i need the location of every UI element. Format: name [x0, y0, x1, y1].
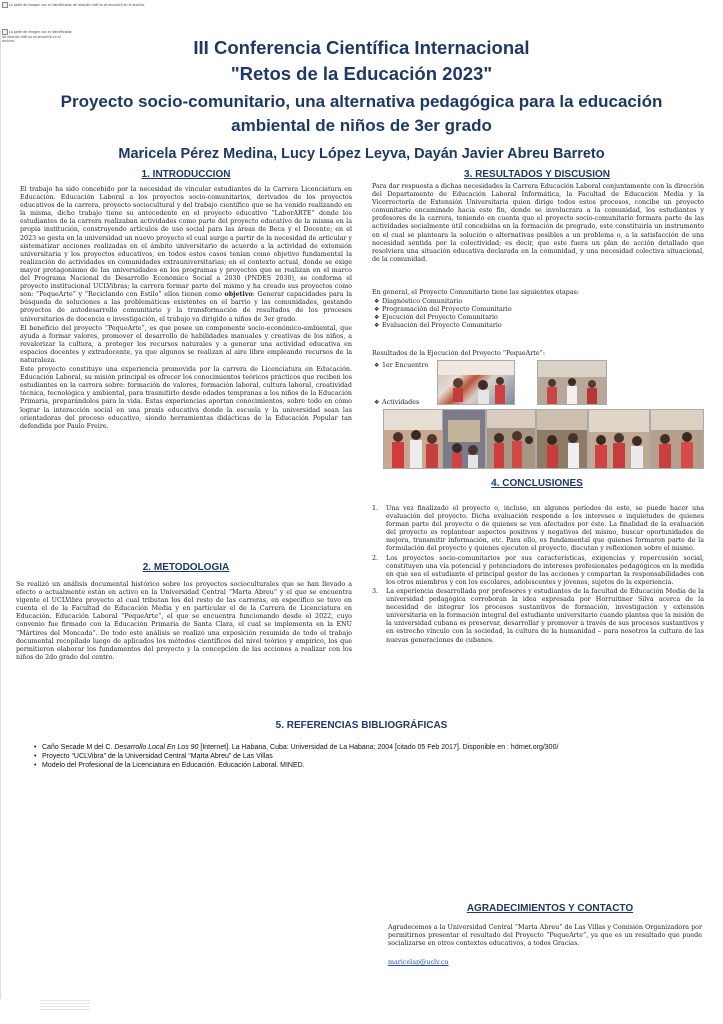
photo-actividad-6-image: [651, 410, 703, 468]
photo-encuentro-2-image: [538, 361, 606, 404]
encuentro-item: ❖ 1er Encuentro: [374, 362, 429, 369]
diamond-bullet-icon: ❖: [374, 362, 380, 369]
title-line-2: "Retos de la Educación 2023": [230, 63, 493, 84]
photo-actividad-6: [650, 409, 704, 469]
broken-image-top: [2, 2, 202, 8]
list-item: ❖ Programación del Proyecto Comunitario: [374, 306, 512, 314]
diamond-bullet-icon: ❖: [374, 298, 380, 305]
photo-actividad-4: [536, 409, 588, 469]
photo-actividad-4-image: [537, 410, 587, 468]
diamond-bullet-icon: ❖: [374, 322, 380, 330]
photo-encuentro-1-image: [438, 361, 514, 404]
conclusiones-list: [372, 505, 704, 646]
list-item: ❖ Diagnóstico Comunitario: [374, 298, 463, 305]
conclusiones-heading: 4. CONCLUSIONES: [491, 478, 583, 489]
list-item: • Proyecto “UCLVibra” de la Universidad Central “Marta Abreu” de Las Villas: [14, 752, 714, 761]
left-frame-line: [0, 29, 1, 999]
resultados-intro: Resultados de la Ejecución del Proyecto “PequeArte”:: [372, 350, 545, 357]
diamond-bullet-icon: ❖: [374, 399, 380, 406]
photo-actividad-1: [383, 409, 443, 469]
introduccion-heading: 1. INTRODUCCION: [141, 169, 231, 180]
list-item: 3. La experiencia desarrollada por profesores y estudiantes de la facultad de Educación Media de la universidad pedagógica corroboran la idea expresada por Horruitiner Silva acerca de la necesidad de integrar los procesos sustantivos de formación, investigación y extensión universitaria en la formación integral del estudiante universitario cuando plantea que la misión de la universidad cubana es preservar, desarrollar y promover a través de sus procesos sustantivos y en estrecho vínculo con la sociedad, la cultura de la humanidad – para nosotros la cultura de las nuevas generaciones de cubanos.: [372, 587, 704, 644]
photo-actividad-2-image: [443, 410, 485, 468]
photo-actividad-5: [588, 409, 650, 469]
photo-actividad-1-image: [384, 410, 442, 468]
actividades-item: ❖ Actividades: [374, 399, 420, 406]
photo-actividad-3-image: [487, 410, 535, 468]
list-item: 2. Los proyectos socio-comunitarios por sus características, exigencias y repercusión social, constituyen una vía potencial y potenciadora de intereses profesionales pedagógicos en la medida en que sea el estudiante el principal gestor de las acciones y compartan la responsabilidades con los otros miembros y con los escolares, adolescentes y jóvenes, sujetos de la experiencia.: [372, 554, 704, 586]
broken-image-icon: [2, 2, 8, 8]
broken-image-text: La parte de imagen con el identificador de relación rId6 no se encontró en el archivo.: [2, 30, 72, 43]
metodologia-heading: 2. METODOLOGIA: [142, 562, 230, 573]
introduccion-paragraph-3: Este proyecto constituye una experiencia promovida por la carrera de Licenciatura en Educación. Educación Laboral, su misión principal es ofrecer los conocimientos teóricos prácticos que reciben los estudiantes en la carrera sobre: formación de valores, formación laboral, cultura laboral, creatividad técnica, tecnológica y ambiental, para trasmitirlo desde edades tempranas a los niños de la Educación Primaria, preparándolos para la vida. Estas experiencias aportan conocimientos, sobre todo en cómo lograr la interacción social en una praxis educativa donde la escuela y la universidad sean las orientadoras del proceso educativo, siendo herramientas didácticas de la Educación Popular tan defendida por Paulo Freire.: [20, 366, 352, 430]
title-line-1: III Conferencia Científica Internacional: [193, 37, 530, 58]
list-item: ❖ Evaluación del Proyecto Comunitario: [374, 322, 502, 330]
contact-email[interactable]: [388, 959, 449, 967]
resultados-heading: 3. RESULTADOS Y DISCUSION: [464, 169, 610, 180]
resultados-paragraph: Para dar respuesta a dichas necesidades la Carrera Educación Laboral conjuntamente con la dirección del Departamento de Educación Laboral Informática, la Facultad de Educación Media y la Vicerrectoría de Extensión Universitaria quien dirige todos estos procesos, concibe un proyecto comunitario encaminado hacia este fin, donde se involucrara a la comunidad, los estudiantes y profesores de la carrera, teniendo en cuenta que el proyecto socio-comunitario formara parte de las actividades socialmente útil concebidas en la formación de pregrado, este constituiría un instrumento en el cual se planteara la solución o alternativas posibles a un problema o, a la satisfacción de una necesidad sentida por la colectividad; es decir, que este fuera un plan de acción detallado que resolviera una situación educativa declarada en la comunidad, y una necesidad colectiva situacional, de la comunidad.: [372, 183, 704, 263]
introduccion-body: [20, 186, 352, 432]
list-item: ❖ Ejecución del Proyecto Comunitario: [374, 314, 498, 322]
agradecimientos-text: Agradecemos a la Universidad Central “Marta Abreu” de Las Villas y Comisión Organizadora por permitirnos presentar el resultado del Proyecto “PequeArte”, ya que es un resultado que puede socializarse en otros contextos educativos, a todos Gracias.: [388, 924, 702, 948]
authors: Maricela Pérez Medina, Lucy López Leyva, Dayán Javier Abreu Barreto: [118, 146, 605, 162]
introduccion-paragraph-1: El trabajo ha sido concebido por la necesidad de vincular estudiantes de la Carrera Licenciatura en Educación. Educación Laboral a los proyectos socio-comunitarios, derivados de los proyectos educativos de la carrera, proyecto sociocultural y del trabajo científico que se ha venido realizando en la misma, dicho trabajo tiene su antecedente en el proyecto educativo “LaborARTE” donde los estudiantes de la carrera realizaban actividades como parte del proyecto educativo de la misma en la propia institución, construyendo artículos de uso social para las áreas de Beca y el Docente; en el 2023 se gesta en la universidad un nuevo proyecto el cual surge a partir de la necesidad de articular y sistematizar acciones realizadas en el ámbito universitario de acuerdo a la actividad de extensión universitaria y los proyectos educativos, en todos estos casos tenían como objetivo fundamental la realización de actividades en comunidades extrauniversitarias; en el contexto actual, donde se exige mayor protagonismo de las universidades en los programas y proyectos que se realizan en el marco del Programa Nacional de Desarrollo Económico Social a 2030 (PNDES 2030), se conforma el proyecto institucional UCLVibras; la carrera formar parte del mismo y ha creado sus proyectos como son: “PequeArte” y “Reciclando con Estilo” ellos tienen como objetivo: Generar capacidades para la búsqueda de soluciones a las problemáticas existentes en el barrio y las comunidades, gestando proyectos de autodesarrollo comunitario y la transformación de resultados de los procesos universitarios de docencia e investigación, el trabajo va dirigido a niños de 3er grado.: [20, 186, 352, 323]
photo-actividad-5-image: [589, 410, 649, 468]
etapas-list: [374, 298, 704, 330]
list-item: • Caño Secade M del C. Desarrollo Local En Los 90 [Internet]. La Habana, Cuba: Universidad de La Habana; 2004 [citado 05 Feb 2017]. Disponible en : hdrnet.org/300/: [14, 743, 714, 752]
diamond-bullet-icon: ❖: [374, 314, 380, 322]
photo-encuentro-2: [537, 360, 607, 405]
etapas-intro: En general, el Proyecto Comunitario tiene las siguientes etapas:: [372, 289, 580, 296]
referencias-list: [14, 743, 714, 770]
list-item: 1. Una vez finalizado el proyecto o, incluso, en algunos períodos de este, se puede hacer una evaluación del proyecto. Dicha evaluación responde a los intereses e inquietudes de quienes forman parte del proyecto o de quienes se ven afectados por éste. La finalidad de la evaluación del proyecto es replantear aspectos positivos y negativos del mismo, buscar oportunidades de mejora, transmitir información, etc. Para ello, es fundamental que quienes formaron parte de la formulación del proyecto y quienes ejecuten el proyecto, discutan y reflexionen sobre el mismo.: [372, 505, 704, 553]
introduccion-paragraph-2: El beneficio del proyecto “PequeArte”, es que posee un componente socio-económico-ambiental, que ayuda a formar valores, promover el desarrollo de habilidades manuales y creativas de los niños, a revalorizar la cultura, a proteger los recursos naturales y a generar una actividad educativa en espacios docentes y extradocente, ya que algunos se realizan al aire libre empleando recursos de la naturaleza.: [20, 324, 352, 364]
referencias-heading: 5. REFERENCIAS BIBLIOGRÁFICAS: [275, 720, 448, 731]
subtitle: Proyecto socio-comunitario, una alternativa pedagógica para la educación ambiental de niños de 3er grado: [60, 92, 663, 135]
photo-actividad-3: [486, 409, 536, 469]
list-item: • Modelo del Profesional de la Licenciatura en Educación. Educación Laboral. MINED.: [14, 761, 714, 770]
diamond-bullet-icon: ❖: [374, 306, 380, 314]
email-link[interactable]: maricelap@uclv.cu: [388, 959, 449, 966]
photo-actividad-2: [442, 409, 486, 469]
broken-image-text: La parte de imagen con el identificador de relación rId6 no se encontró en el archivo.: [9, 3, 146, 7]
photo-encuentro-1: [437, 360, 515, 405]
footer-watermark: [40, 1000, 90, 1010]
metodologia-body: Se realizó un análisis documental histórico sobre los proyectos socioculturales que se han llevado a efecto o actualmente están en activo en la Universidad Central “Marta Abreu” y el que se encuentra vigente el UCLVibra proyecto al cual tributan los del resto de las carreras, en específico se tuvo en cuenta el de la Facultad de Educación Media y en particular el de la Carrera de Licenciatura en Educación. Educación Laboral “PequeArte”, el que se encuentra funcionando desde el 2022, cuyo convenio fue firmado con la Educación Primaria de Santa Clara, el cual se implementa en la ENU “Mártires del Moncada”. De todo este análisis se realizó una exposición resumida de todo el trabajo documental recopilado luego de aplicados los métodos científicos del nivel teórico y empírico, los que permitieron elaborar los fundamentos del proyecto y la concepción de las acciones a realizar con los niños de 2do grado del centro.: [16, 581, 352, 661]
agradecimientos-heading: AGRADECIMIENTOS Y CONTACTO: [466, 903, 634, 914]
